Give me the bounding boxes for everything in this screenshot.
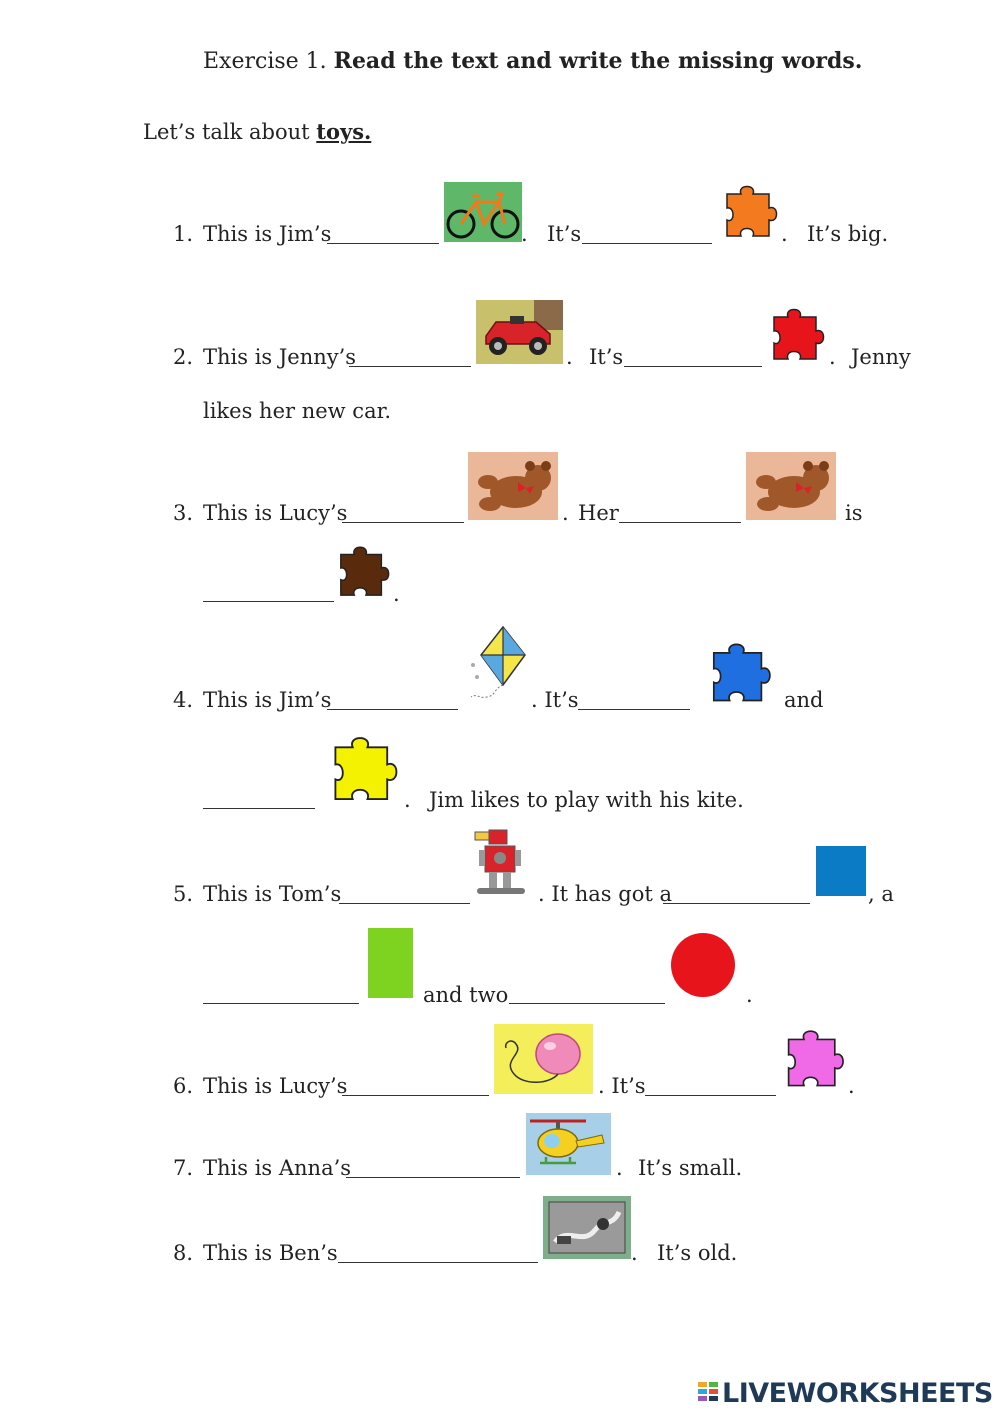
item-text: . [746, 983, 753, 1007]
bicycle-image [444, 182, 522, 242]
orange-puzzle-piece-icon [721, 180, 781, 240]
item-text: This is Ben’s [203, 1241, 338, 1265]
item-text: This is Tom’s [203, 882, 342, 906]
blue-square-shape [816, 846, 866, 896]
answer-blank[interactable] [509, 1003, 665, 1004]
item-text: This is Lucy’s [203, 501, 348, 525]
item-text: Her [578, 501, 619, 525]
item-number: 4. [173, 688, 194, 712]
item-text: It’s big. [807, 222, 889, 246]
item-text: . It’s [598, 1074, 646, 1098]
item-number: 7. [173, 1156, 194, 1180]
teddy-bear-image [468, 452, 558, 520]
item-text: . [566, 345, 573, 369]
item-text: It’s [589, 345, 624, 369]
exercise-instruction: Read the text and write the missing words. [333, 48, 863, 74]
answer-blank[interactable] [578, 709, 690, 710]
item-text: and [784, 688, 824, 712]
answer-blank[interactable] [342, 522, 464, 523]
red-circle-shape [670, 932, 736, 998]
item-text: . [781, 222, 788, 246]
pink-balloon-image [494, 1024, 593, 1094]
intro-text: Let’s talk about [143, 120, 310, 144]
item-text: . [631, 1241, 638, 1265]
answer-blank[interactable] [346, 1177, 520, 1178]
exercise-label: Exercise 1. [203, 49, 327, 74]
item-text: . [848, 1074, 855, 1098]
item-text: . [562, 501, 569, 525]
item-text: and two [423, 983, 509, 1007]
answer-blank[interactable] [619, 522, 741, 523]
answer-blank[interactable] [203, 1003, 359, 1004]
answer-blank[interactable] [203, 601, 334, 602]
answer-blank[interactable] [349, 366, 471, 367]
liveworksheets-icon [698, 1382, 718, 1406]
item-text: . [829, 345, 836, 369]
kite-image [463, 625, 531, 703]
item-number: 8. [173, 1241, 194, 1265]
answer-blank[interactable] [327, 709, 458, 710]
liveworksheets-brand: LIVEWORKSHEETS [722, 1378, 993, 1409]
item-text: Jim likes to play with his kite. [429, 788, 744, 812]
answer-blank[interactable] [645, 1095, 776, 1096]
item-text: . [393, 582, 400, 606]
intro-topic: toys. [316, 119, 372, 144]
item-text: This is Jim’s [203, 688, 332, 712]
item-text: Jenny [851, 345, 911, 369]
item-text: . [404, 788, 411, 812]
answer-blank[interactable] [327, 243, 439, 244]
item-text: This is Jenny’s [203, 345, 357, 369]
item-text: This is Jim’s [203, 222, 332, 246]
item-text: It’s old. [657, 1241, 738, 1265]
item-text: , a [868, 882, 894, 906]
intro-line [143, 121, 371, 143]
item-text: is [845, 501, 863, 525]
blue-puzzle-piece-icon [707, 637, 775, 705]
answer-blank[interactable] [203, 808, 315, 809]
green-rectangle-shape [368, 928, 413, 998]
answer-blank[interactable] [624, 366, 762, 367]
answer-blank[interactable] [339, 903, 470, 904]
helicopter-image [526, 1113, 611, 1175]
item-text: This is Anna’s [203, 1156, 352, 1180]
red-toy-car-image [476, 300, 563, 364]
item-text: . [521, 222, 528, 246]
item-number: 3. [173, 501, 194, 525]
item-number: 5. [173, 882, 194, 906]
pink-puzzle-piece-icon [782, 1024, 848, 1090]
robot-image [471, 828, 531, 898]
board-game-image [543, 1196, 631, 1259]
answer-blank[interactable] [582, 243, 712, 244]
item-number: 6. [173, 1074, 194, 1098]
answer-blank[interactable] [338, 1262, 538, 1263]
teddy-bear-image [746, 452, 836, 520]
item-text: . It has got a [538, 882, 672, 906]
yellow-puzzle-piece-icon [327, 730, 403, 804]
item-text: It’s small. [638, 1156, 743, 1180]
exercise-title [203, 50, 862, 73]
item-text: . [616, 1156, 623, 1180]
brown-puzzle-piece-icon [335, 541, 393, 599]
item-text: likes her new car. [203, 399, 391, 423]
item-number: 1. [173, 222, 194, 246]
item-text: This is Lucy’s [203, 1074, 348, 1098]
answer-blank[interactable] [342, 1095, 489, 1096]
red-puzzle-piece-icon [768, 303, 828, 363]
answer-blank[interactable] [663, 903, 810, 904]
item-number: 2. [173, 345, 194, 369]
item-text: . It’s [531, 688, 579, 712]
item-text: It’s [547, 222, 582, 246]
